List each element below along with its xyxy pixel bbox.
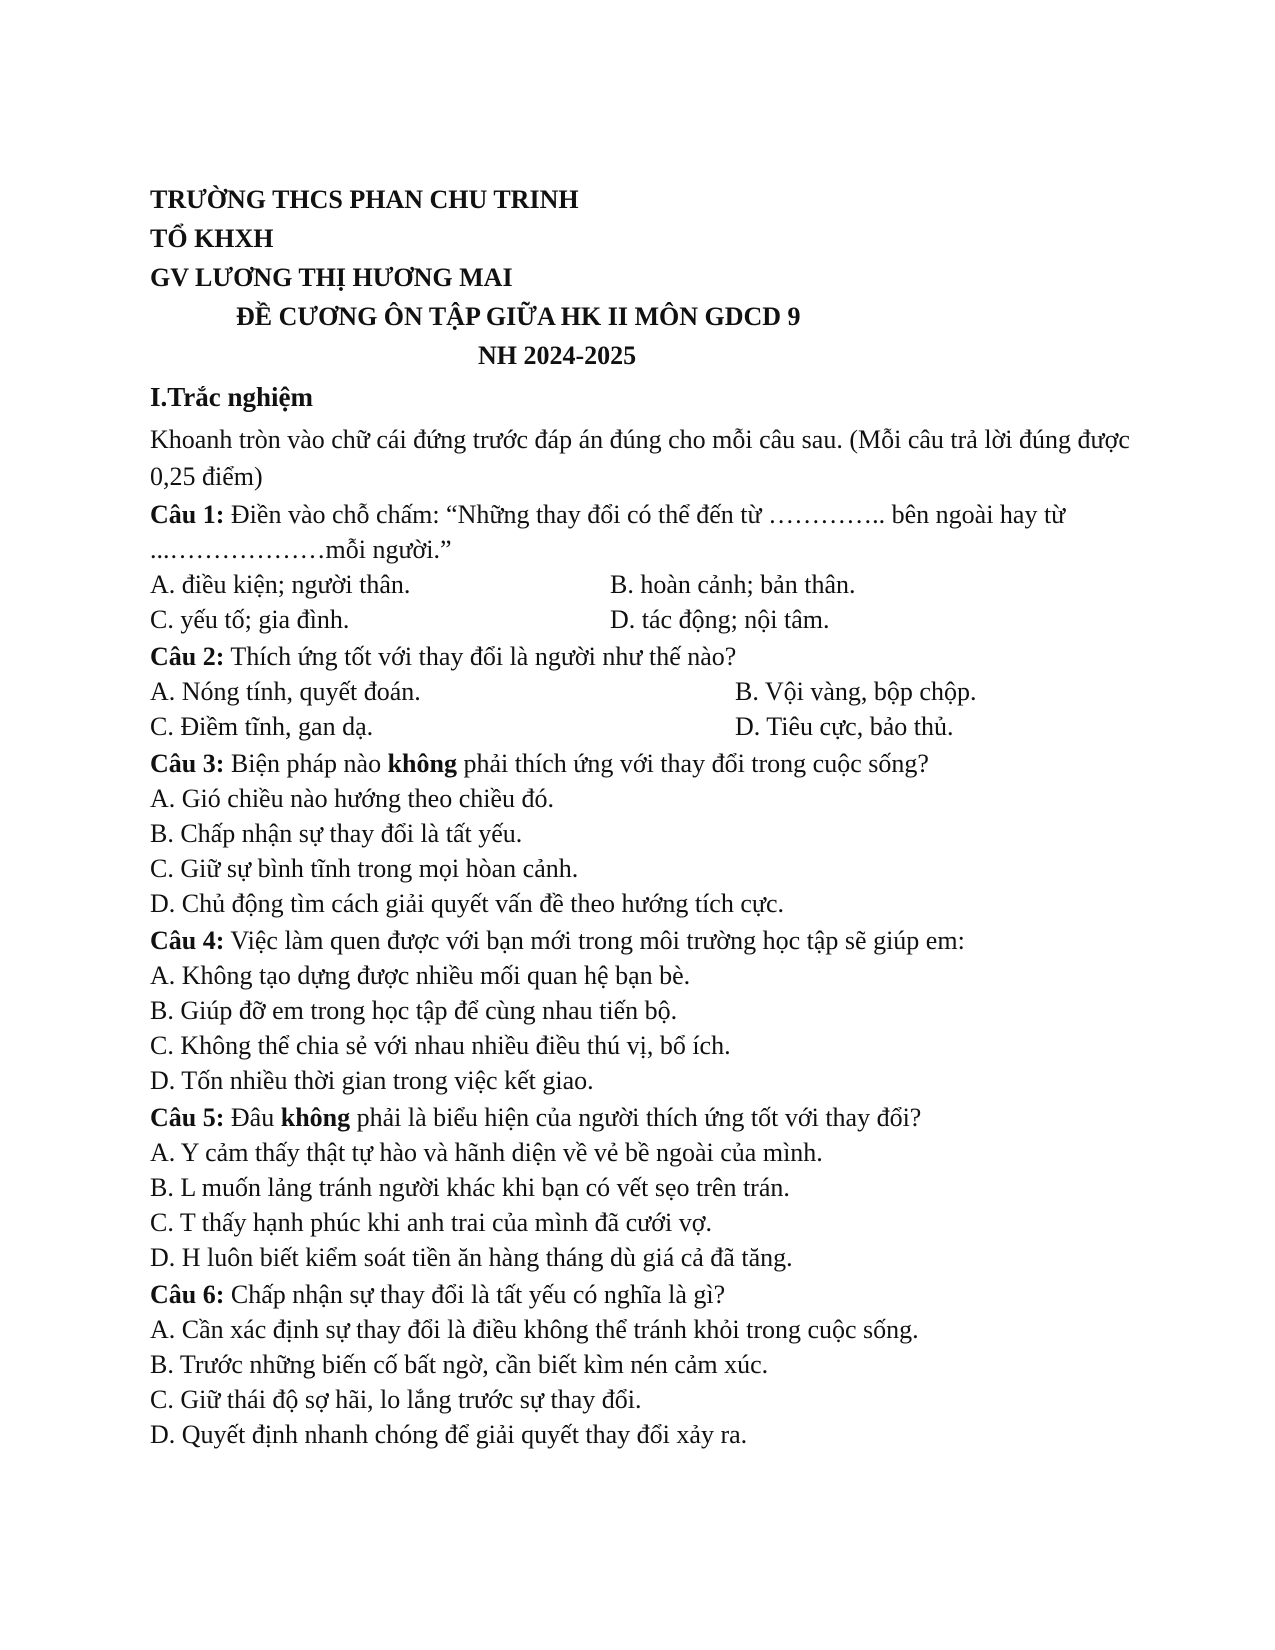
option-c[interactable]: C. Không thể chia sẻ với nhau nhiều điều thú vị, bổ ích. xyxy=(150,1031,731,1060)
question-label: Câu 2: xyxy=(150,642,225,671)
question-text-before: Đâu xyxy=(224,1103,281,1132)
option-a[interactable]: A. Không tạo dựng được nhiều mối quan hệ bạn bè. xyxy=(150,961,691,990)
option-b[interactable]: B. Giúp đỡ em trong học tập để cùng nhau tiến bộ. xyxy=(150,996,678,1025)
option-b[interactable]: B. Vội vàng, bộp chộp. xyxy=(735,677,977,706)
option-a[interactable]: A. Gió chiều nào hướng theo chiều đó. xyxy=(150,784,555,813)
question-text: Việc làm quen được với bạn mới trong môi trường học tập sẽ giúp em: xyxy=(224,926,965,955)
school-year: NH 2024-2025 xyxy=(478,341,637,370)
option-c[interactable]: C. Giữ sự bình tĩnh trong mọi hòan cảnh. xyxy=(150,854,579,883)
option-d[interactable]: D. Quyết định nhanh chóng để giải quyết thay đổi xảy ra. xyxy=(150,1420,748,1449)
option-b[interactable]: B. L muốn lảng tránh người khác khi bạn có vết sẹo trên trán. xyxy=(150,1173,790,1202)
question-4 xyxy=(150,923,1130,958)
question-label: Câu 4: xyxy=(150,926,225,955)
question-emphasis: không xyxy=(387,749,457,778)
question-text-after: phải thích ứng với thay đổi trong cuộc sống? xyxy=(456,749,929,778)
option-a[interactable]: A. Cần xác định sự thay đổi là điều không thể tránh khỏi trong cuộc sống. xyxy=(150,1315,919,1344)
option-a[interactable]: A. điều kiện; người thân. xyxy=(150,570,411,599)
section-instruction: Khoanh tròn vào chữ cái đứng trước đáp án đúng cho mỗi câu sau. (Mỗi câu trả lời đúng được 0,25 điểm) xyxy=(150,425,1130,491)
teacher-name: GV LƯƠNG THỊ HƯƠNG MAI xyxy=(150,263,513,292)
option-row xyxy=(150,709,1130,744)
option-b[interactable]: B. Chấp nhận sự thay đổi là tất yếu. xyxy=(150,819,523,848)
option-c[interactable]: C. T thấy hạnh phúc khi anh trai của mình đã cưới vợ. xyxy=(150,1208,712,1237)
option-row xyxy=(150,674,1130,709)
department-name: TỔ KHXH xyxy=(150,224,274,253)
question-text: Thích ứng tốt với thay đổi là người như thế nào? xyxy=(224,642,737,671)
option-d[interactable]: D. Chủ động tìm cách giải quyết vấn đề theo hướng tích cực. xyxy=(150,889,785,918)
question-text: Chấp nhận sự thay đổi là tất yếu có nghĩa là gì? xyxy=(224,1280,726,1309)
option-b[interactable]: B. hoàn cảnh; bản thân. xyxy=(610,570,856,599)
option-c[interactable]: C. Giữ thái độ sợ hãi, lo lắng trước sự thay đổi. xyxy=(150,1385,642,1414)
option-a[interactable]: A. Y cảm thấy thật tự hào và hãnh diện về vẻ bề ngoài của mình. xyxy=(150,1138,823,1167)
option-row xyxy=(150,602,1130,637)
question-label: Câu 6: xyxy=(150,1280,225,1309)
section-title: I.Trắc nghiệm xyxy=(150,382,313,412)
question-6 xyxy=(150,1277,1130,1312)
question-5 xyxy=(150,1100,1130,1135)
option-c[interactable]: C. yếu tố; gia đình. xyxy=(150,605,350,634)
question-label: Câu 3: xyxy=(150,749,225,778)
question-2 xyxy=(150,639,1130,674)
option-row xyxy=(150,567,1130,602)
document-title: ĐỀ CƯƠNG ÔN TẬP GIỮA HK II MÔN GDCD 9 xyxy=(236,302,801,331)
question-3 xyxy=(150,746,1130,781)
question-text: Điền vào chỗ chấm: “Những thay đổi có thể đến từ ………….. bên ngoài hay từ ...………………mỗi người.” xyxy=(150,500,1066,564)
option-d[interactable]: D. tác động; nội tâm. xyxy=(610,605,830,634)
exam-outline-page xyxy=(150,180,1130,1452)
option-b[interactable]: B. Trước những biến cố bất ngờ, cần biết kìm nén cảm xúc. xyxy=(150,1350,769,1379)
question-emphasis: không xyxy=(280,1103,351,1132)
question-text-after: phải là biểu hiện của người thích ứng tốt với thay đổi? xyxy=(350,1103,922,1132)
option-c[interactable]: C. Điềm tĩnh, gan dạ. xyxy=(150,712,374,741)
question-1 xyxy=(150,497,1130,567)
option-d[interactable]: D. H luôn biết kiểm soát tiền ăn hàng tháng dù giá cả đã tăng. xyxy=(150,1243,793,1272)
question-text-before: Biện pháp nào xyxy=(224,749,388,778)
option-d[interactable]: D. Tiêu cực, bảo thủ. xyxy=(735,712,954,741)
question-label: Câu 1: xyxy=(150,500,225,529)
question-label: Câu 5: xyxy=(150,1103,225,1132)
option-d[interactable]: D. Tốn nhiều thời gian trong việc kết giao. xyxy=(150,1066,594,1095)
school-name: TRƯỜNG THCS PHAN CHU TRINH xyxy=(150,185,579,214)
option-a[interactable]: A. Nóng tính, quyết đoán. xyxy=(150,677,421,706)
